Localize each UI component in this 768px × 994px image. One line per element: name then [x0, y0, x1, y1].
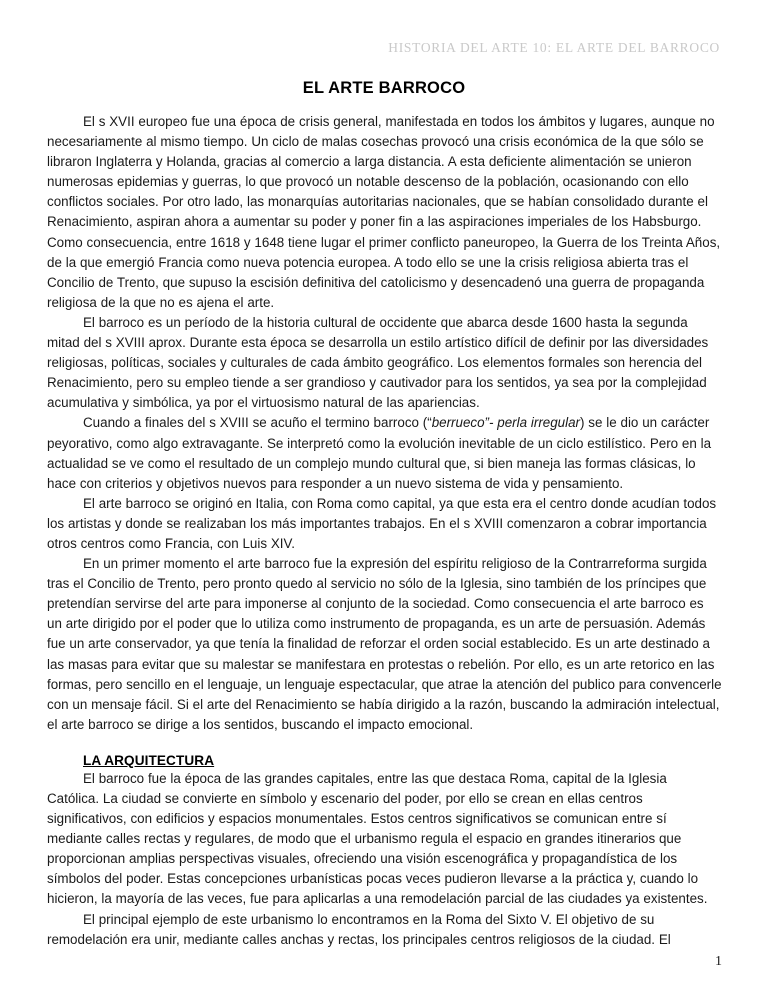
paragraph-crisis-general: El s XVII europeo fue una época de crisis general, manifestada en todos los ámbitos y lugares, aunque no necesariamente al mismo tiempo. Un ciclo de malas cosechas provocó una crisis económica de la que sólo se libraron Inglaterra y Holanda, gracias al comercio a larga distancia. A esta deficiente alimentación se unieron numerosas epidemias y guerras, lo que provocó un notable descenso de la población, ocasionando con ello conflictos sociales. Por otro lado, las monarquías autoritarias nacionales, que se habían consolidado durante el Renacimiento, aspiran ahora a aumentar su poder y poner fin a las aspiraciones imperiales de los Habsburgo. Como consecuencia, entre 1618 y 1648 tiene lugar el primer conflicto paneuropeo, la Guerra de los Treinta Años, de la que emergió Francia como nueva potencia europea. A todo ello se une la crisis religiosa abierta tras el Concilio de Trento, que supuso la escisión definitiva del catolicismo y desencadenó una guerra de propaganda religiosa de la que no es ajena el arte. [47, 114, 721, 310]
page-title: EL ARTE BARROCO [302, 79, 466, 98]
section-heading-arquitectura: LA ARQUITECTURA [83, 752, 215, 768]
paragraph-grandes-capitales: El barroco fue la época de las grandes capitales, entre las que destaca Roma, capital de la Iglesia Católica. La ciudad se convierte en símbolo y escenario del poder, por ello se crean en ellas centros significativos, con edificios y espacios monumentales. Estos centros significativos se comunican entre sí mediante calles rectas y regulares, de modo que el urbanismo regula el espacio en grandes itinerarios que proporcionan amplias perspectivas visuales, ofreciendo una visión escenográfica y propagandística de los símbolos del poder. Estas concepciones urbanísticas pocas veces pudieron llevarse a la práctica y, cuando lo hicieron, la mayoría de las veces, fue para aplicarlas a una remodelación parcial de las ciudades ya existentes. [47, 770, 708, 907]
document-body [47, 112, 722, 950]
paragraph-contrarreforma: En un primer momento el arte barroco fue la expresión del espíritu religioso de la Contrarreforma surgida tras el Concilio de Trento, pero pronto quedo al servicio no sólo de la Iglesia, sino también de los príncipes que pretendían servirse del arte para imponerse al conjunto de la sociedad. Como consecuencia el arte barroco es un arte dirigido por el poder que lo utiliza como instrumento de propaganda, es un arte de persuasión. Además fue un arte conservador, ya que tenía la finalidad de reforzar el orden social establecido. Es un arte destinado a las masas para evitar que su malestar se manifestara en protestas o rebelión. Por ello, es un arte retorico en las formas, pero sencillo en el lenguaje, un lenguaje espectacular, que atrae la atención del publico para convencerle con un mensaje fácil. Si el arte del Renacimiento se había dirigido a la razón, buscando la admiración intelectual, el arte barroco se dirige a los sentidos, buscando el impacto emocional. [47, 556, 722, 732]
paragraph-roma-sixto-v: El principal ejemplo de este urbanismo lo encontramos en la Roma del Sixto V. El objetivo de su remodelación era unir, mediante calles anchas y rectas, los principales centros religiosos de la ciudad. El [47, 911, 671, 947]
etymology-text-after: ) se le dio un carácter peyorativo, como algo extravagante. Se interpretó como la evolución inevitable de un ciclo estilístico. Pero en la actualidad se ve como el resultado de un complejo mundo cultural que, si bien maneja las formas clásicas, lo hace con criterios y objetivos nuevos para responder a un nuevo sistema de vida y pensamiento. [47, 415, 712, 491]
page-number: 1 [715, 954, 722, 969]
paragraph-origen-italia: El arte barroco se originó en Italia, con Roma como capital, ya que esta era el centro donde acudían todos los artistas y donde se realizaban los más importantes trabajos. En el s XVIII comenzaron a cobrar importancia otros centros como Francia, con Luis XIV. [47, 495, 717, 551]
paragraph-etimologia-barroco [47, 413, 722, 493]
running-header: HISTORIA DEL ARTE 10: EL ARTE DEL BARROCO [388, 40, 720, 55]
etymology-text-before: Cuando a finales del s XVIII se acuño el termino barroco (“ [83, 415, 432, 431]
paragraph-periodo-barroco: El barroco es un período de la historia cultural de occidente que abarca desde 1600 hasta la segunda mitad del s XVIII aprox. Durante esta época se desarrolla un estilo artístico difícil de definir por las diversidades religiosas, políticas, sociales y culturales de cada ámbito geográfico. Los elementos formales son herencia del Renacimiento, pero su empleo tiende a ser grandioso y cautivador para los sentidos, ya sea por la complejidad acumulativa y simbólica, ya por el virtuosismo natural de las apariencias. [47, 314, 709, 411]
etymology-italic-term: berrueco”- perla irregular [431, 415, 581, 431]
